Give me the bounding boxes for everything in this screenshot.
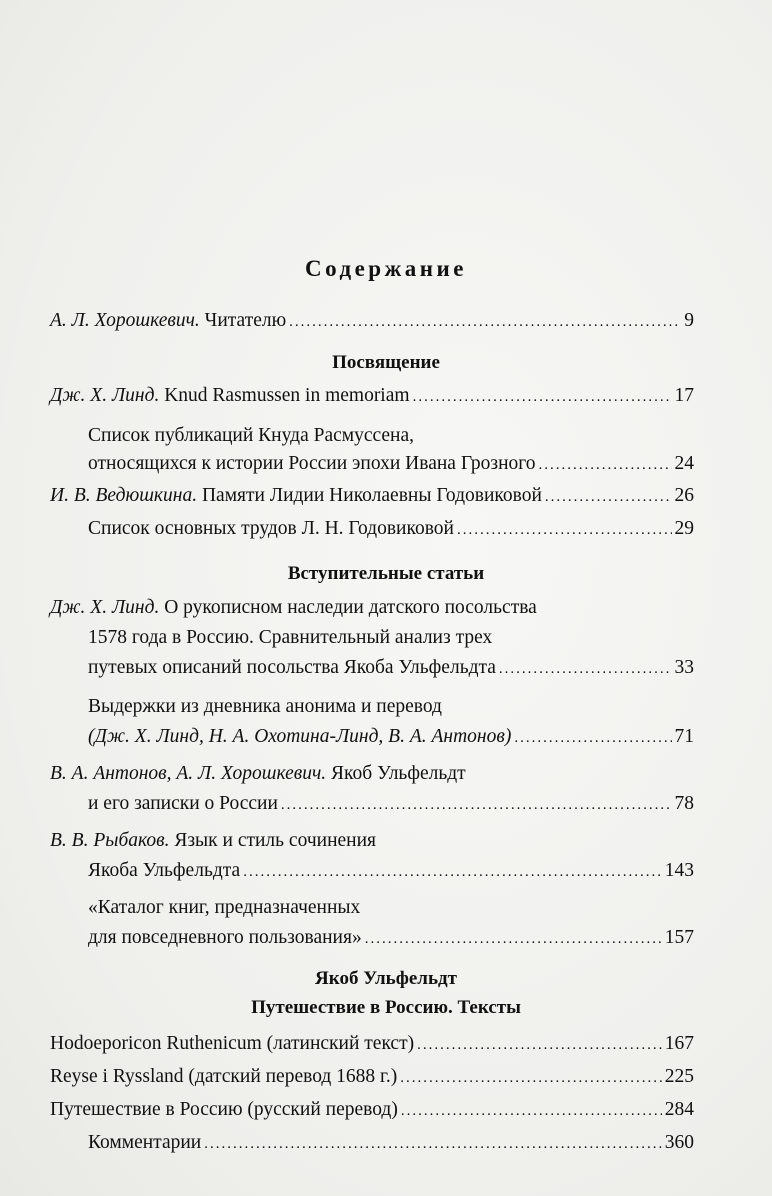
toc-entry-author: Дж. Х. Линд. [50, 597, 160, 618]
toc-entry-text [50, 381, 410, 411]
leader-dots [545, 482, 672, 512]
toc-entry-title: относящихся к истории России эпохи Ивана Грозного [88, 453, 536, 474]
section-heading: Вступительные статьи [287, 563, 485, 584]
toc-entry-page: 143 [664, 860, 694, 881]
toc-entry-title-line: 1578 года в Россию. Сравнительный анализ трех [88, 627, 493, 648]
toc-entry[interactable] [88, 856, 694, 887]
toc-entry[interactable] [88, 789, 694, 820]
leader-dots [289, 307, 681, 337]
leader-dots [413, 382, 672, 412]
toc-entry[interactable] [50, 1062, 694, 1093]
toc-entry-title: Якоба Ульфельдта [88, 860, 241, 881]
toc-entry[interactable] [50, 481, 694, 512]
toc-entry-title: Hodoeporicon Ruthenicum (латинский текст) [50, 1033, 415, 1054]
toc-entry-title: для повседневного пользования» [88, 927, 362, 948]
toc-entry-page: 157 [664, 927, 694, 948]
toc-entry[interactable] [88, 514, 694, 545]
leader-dots [417, 1030, 662, 1060]
toc-entry-title-line: «Каталог книг, предназначенных [88, 897, 361, 918]
toc-entry-page: 167 [664, 1033, 694, 1054]
toc-entry-title: Путешествие в Россию (русский перевод) [50, 1099, 398, 1120]
leader-dots [365, 924, 662, 954]
toc-entry-text [50, 306, 286, 336]
toc-entry-author: И. В. Ведюшкина. [50, 485, 198, 506]
leader-dots [204, 1129, 662, 1159]
toc-entry-text [50, 481, 542, 511]
toc-entry[interactable] [88, 449, 694, 480]
section-heading: Посвящение [332, 352, 440, 373]
toc-entry-page: 33 [674, 657, 694, 678]
toc-entry[interactable] [50, 1029, 694, 1060]
toc-entry-page: 78 [674, 793, 694, 814]
leader-dots [243, 857, 662, 887]
leader-dots [401, 1096, 662, 1126]
toc-entry-page: 71 [674, 726, 694, 747]
toc-entry[interactable] [50, 1095, 694, 1126]
page-title: Содержание [305, 256, 467, 281]
toc-entry-page: 29 [674, 518, 694, 539]
toc-entry[interactable] [50, 381, 694, 412]
toc-entry-title: Комментарии [88, 1132, 202, 1153]
leader-dots [281, 790, 672, 820]
toc-entry-title-line: Дж. Х. Линд. О рукописном наследии датского посольства [50, 597, 537, 618]
toc-entry-page: 17 [674, 385, 694, 406]
toc-entry-author: В. А. Антонов, А. Л. Хорошкевич. [50, 763, 327, 784]
toc-entry-title: Читателю [204, 310, 287, 331]
toc-entry-title: Knud Rasmussen in memoriam [164, 385, 410, 406]
toc-entry-author: А. Л. Хорошкевич. [50, 310, 200, 331]
leader-dots [400, 1063, 662, 1093]
toc-entry-title-line: В. А. Антонов, А. Л. Хорошкевич. Якоб Ульфельдт [50, 763, 466, 784]
toc-entry-title: и его записки о России [88, 793, 278, 814]
toc-entry-page: 24 [674, 453, 694, 474]
toc-entry-title: (Дж. Х. Линд, Н. А. Охотина-Линд, В. А. Антонов) [88, 726, 512, 747]
toc-entry-title-line: В. В. Рыбаков. Язык и стиль сочинения [50, 830, 376, 851]
toc-entry-page: 9 [684, 310, 694, 331]
toc-entry-page: 284 [664, 1099, 694, 1120]
leader-dots [499, 654, 672, 684]
toc-entry-author: В. В. Рыбаков. [50, 830, 170, 851]
leader-dots [457, 515, 672, 545]
toc-entry-page: 225 [664, 1066, 694, 1087]
toc-entry-title: Reyse i Ryssland (датский перевод 1688 г.) [50, 1066, 398, 1087]
toc-entry[interactable] [88, 923, 694, 954]
toc-entry-title-line: Список публикаций Кнуда Расмуссена, [88, 425, 415, 446]
toc-entry-title: путевых описаний посольства Якоба Ульфельдта [88, 657, 496, 678]
leader-dots [539, 450, 672, 480]
toc-entry[interactable] [50, 306, 694, 337]
toc-entry-title: Список основных трудов Л. Н. Годовиковой [88, 518, 454, 539]
toc-entry[interactable] [88, 1128, 694, 1159]
section-heading: Якоб Ульфельдт [315, 968, 457, 989]
toc-entry[interactable] [88, 653, 694, 684]
toc-entry-author: Дж. Х. Линд. [50, 385, 160, 406]
toc-entry-page: 26 [674, 485, 694, 506]
leader-dots [514, 723, 671, 753]
toc-entry[interactable] [88, 722, 694, 753]
section-subheading: Путешествие в Россию. Тексты [251, 997, 521, 1018]
toc-entry-title-line: Выдержки из дневника анонима и перевод [88, 696, 442, 717]
toc-entry-title: Памяти Лидии Николаевны Годовиковой [201, 485, 542, 506]
toc-entry-page: 360 [664, 1132, 694, 1153]
